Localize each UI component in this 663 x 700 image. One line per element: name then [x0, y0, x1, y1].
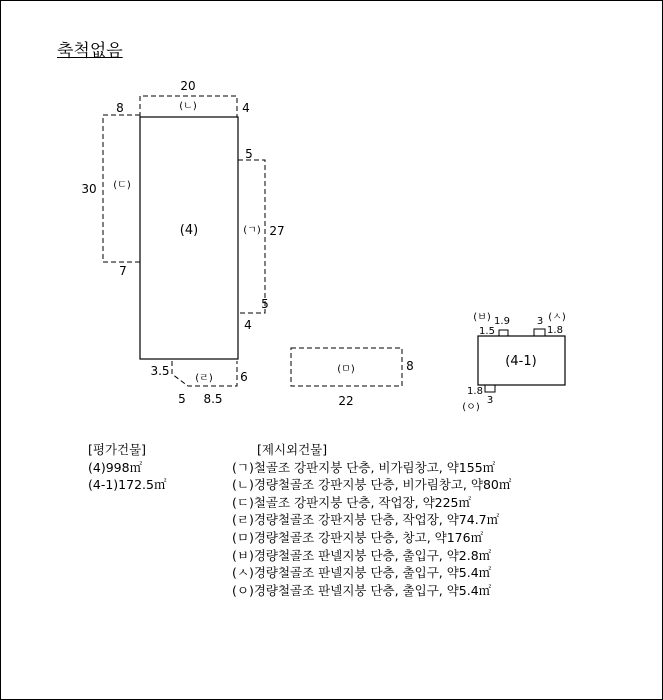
dim-nieun-right: 4 — [242, 101, 250, 115]
dim-siot-height: 1.8 — [547, 325, 563, 336]
annex-ieung-outline — [485, 385, 495, 392]
excluded-item: (ㄹ)경량철골조 강판지붕 단층, 작업장, 약74.7㎡ — [232, 512, 500, 528]
dim-mieum-height: 8 — [406, 359, 414, 373]
excluded-item: (ㅂ)경량철골조 판넬지붕 단층, 출입구, 약2.8㎡ — [232, 547, 492, 563]
dim-rieul-bottom-left: 5 — [178, 392, 186, 406]
annex-ieung-label: (ㅇ) — [462, 402, 480, 413]
dim-rieul-right: 6 — [240, 370, 248, 384]
annex-digeut-label: (ㄷ) — [113, 180, 131, 191]
annex-siot-label: (ㅅ) — [548, 312, 566, 323]
annex-giyeok-outline — [238, 160, 265, 313]
annex-bieup-label: (ㅂ) — [473, 312, 491, 323]
building-4-1-label: (4-1) — [505, 354, 537, 369]
excluded-buildings — [232, 441, 511, 599]
annex-rieul-label: (ㄹ) — [195, 373, 213, 384]
dim-bieup-height: 1.5 — [479, 326, 495, 337]
dim-mieum-width: 22 — [338, 394, 354, 408]
evaluated-buildings — [88, 441, 166, 494]
annex-bieup-outline — [499, 330, 508, 336]
excluded-item: (ㅁ)경량철골조 강판지붕 단층, 창고, 약176㎡ — [232, 529, 484, 545]
evaluated-item: (4-1)172.5㎡ — [88, 477, 167, 493]
building-4 — [140, 117, 238, 359]
dim-giyeok-height: 27 — [269, 224, 285, 238]
dim-ieung-height: 1.8 — [467, 386, 483, 397]
evaluated-item: (4)998㎡ — [88, 459, 143, 475]
dim-rieul-left: 3.5 — [150, 364, 170, 378]
dim-digeut-bottom: 7 — [119, 264, 127, 278]
scale-note: 축척없음 — [57, 41, 123, 61]
excluded-item: (ㄷ)철골조 강판지붕 단층, 작업장, 약225㎡ — [232, 494, 472, 510]
dim-nieun-width: 20 — [180, 79, 196, 93]
excluded-item: (ㄴ)경량철골조 강판지붕 단층, 비가림창고, 약80㎡ — [232, 477, 512, 493]
annex-giyeok-label: (ㄱ) — [243, 225, 261, 236]
dim-siot-width: 3 — [536, 316, 544, 327]
annex-siot-outline — [534, 329, 545, 336]
dim-ieung-width: 3 — [486, 395, 494, 406]
annex-nieun-label: (ㄴ) — [179, 101, 197, 112]
excluded-heading: [제시외건물] — [257, 442, 328, 457]
building-4-label: (4) — [179, 223, 199, 238]
dim-giyeok-top: 5 — [245, 147, 253, 161]
dim-bieup-width: 1.9 — [494, 316, 510, 327]
dim-giyeok-bottom: 4 — [244, 318, 252, 332]
excluded-item: (ㄱ)철골조 강판지붕 단층, 비가림창고, 약155㎡ — [232, 459, 496, 475]
excluded-item: (ㅅ)경량철골조 판넬지붕 단층, 출입구, 약5.4㎡ — [232, 565, 492, 581]
dim-nieun-left: 8 — [116, 101, 124, 115]
excluded-item: (ㅇ)경량철골조 판넬지붕 단층, 출입구, 약5.4㎡ — [232, 582, 492, 598]
dim-giyeok-lower: 5 — [261, 297, 269, 311]
dim-rieul-bottom-right: 8.5 — [203, 392, 223, 406]
evaluated-heading: [평가건물] — [88, 442, 147, 457]
dim-digeut-height: 30 — [81, 182, 97, 196]
annex-mieum-label: (ㅁ) — [337, 364, 355, 375]
